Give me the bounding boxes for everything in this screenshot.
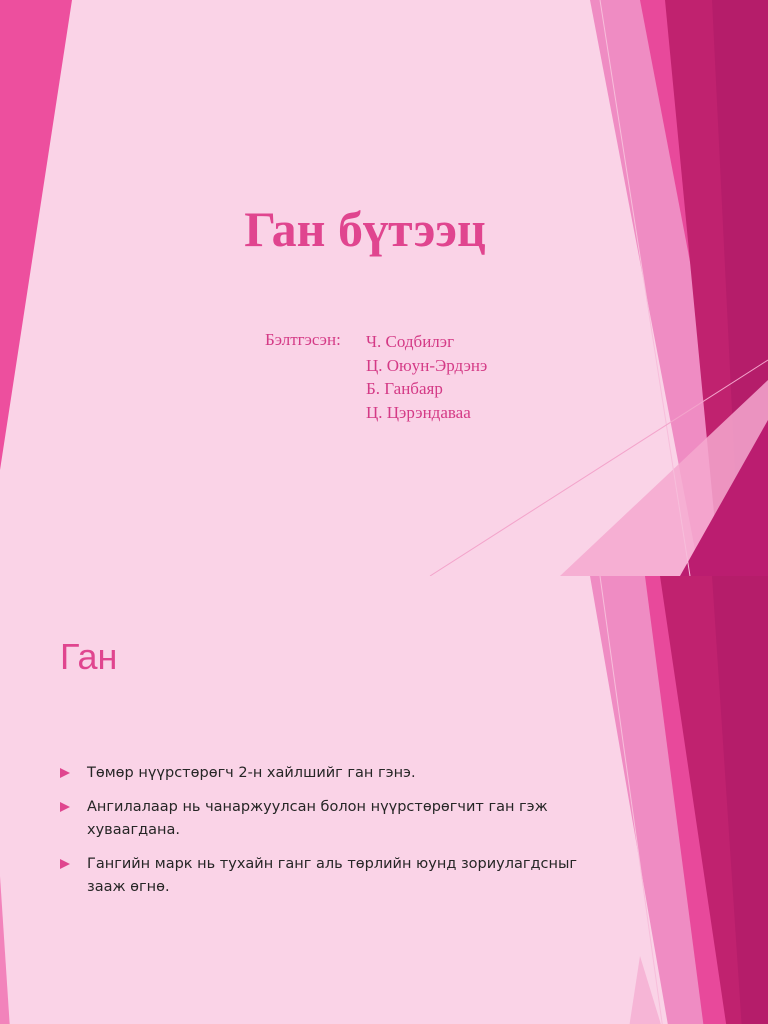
arrow-right-icon [60,768,70,778]
left-sliver [0,876,18,1024]
slide-title: Ган [60,636,118,677]
author-name: Ц. Цэрэндаваа [366,402,471,422]
authors-label: Бэлтгэсэн: [265,330,341,349]
author-name: Ч. Содбилэг [366,332,455,351]
arrow-right-icon [60,859,70,869]
bullet-text: Төмөр нүүрстөрөгч 2-н хайлшийг ган гэнэ. [87,765,416,781]
arrow-right-icon [60,802,70,812]
bullet-item [60,853,580,899]
author-name: Ц. Оюун-Эрдэнэ [366,355,488,375]
bullet-item [60,762,580,785]
bullet-text: Ангилалаар нь чанаржуулсан болон нүүрстөрөгчит ган гэж хуваагдана. [87,799,548,838]
authors-list [366,330,487,424]
bullet-text: Гангийн марк нь тухайн ганг аль төрлийн юунд зориулагдсныг зааж өгнө. [87,856,578,895]
bullet-item [60,796,580,842]
slide-title: Ган бүтээц [244,201,486,257]
author-name: Б. Ганбаяр [366,379,443,398]
bullet-list [60,762,580,910]
content-slide [0,576,768,1024]
